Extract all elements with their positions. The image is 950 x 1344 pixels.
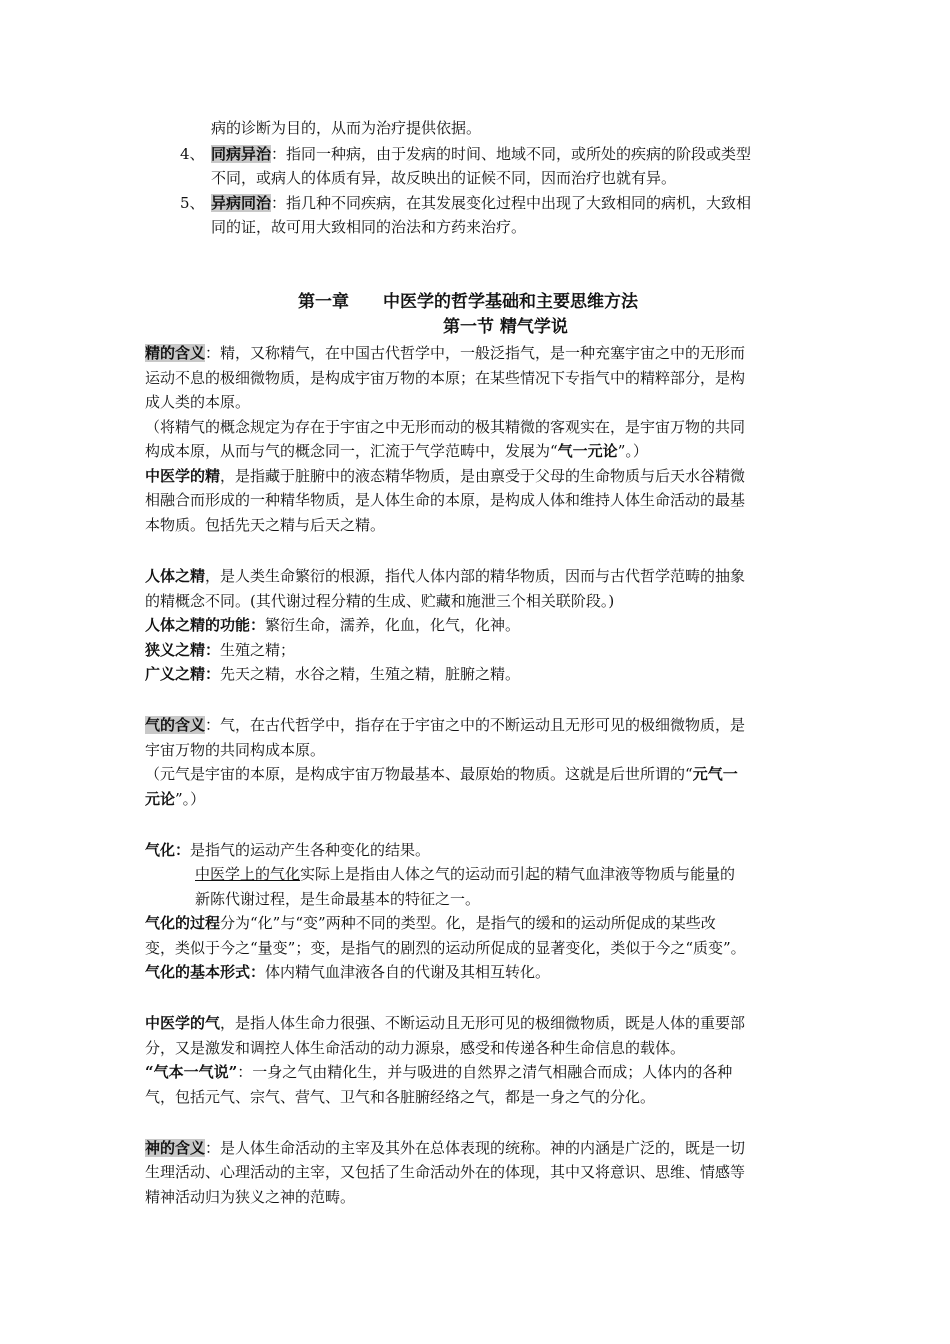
term-bold: 气化的过程 [145,914,221,932]
text-line: 中医学上的气化实际上是指由人体之气的运动而引起的精气血津液等物质与能量的 [195,865,736,883]
term-highlight: 神的含义 [145,1139,206,1157]
text-line: 新陈代谢过程，是生命最基本的特征之一。 [195,890,481,908]
text-line: 气化的基本形式：体内精气血津液各自的代谢及其相互转化。 [145,963,551,981]
text-line: 神的含义：是人体生命活动的主宰及其外在总体表现的统称。神的内涵是广泛的，既是一切 [145,1139,746,1157]
list-number: 5、 [180,194,205,212]
text-line: 人体之精，是人类生命繁衍的根源，指代人体内部的精华物质，因而与古代哲学范畴的抽象 [145,567,746,585]
term-bold: 狭义之精： [145,641,221,659]
text-line: 变，类似于今之“量变”；变，是指气的剧烈的运动所促成的显著变化，类似于今之“质变”。 [145,939,746,957]
text-line: 中医学的精，是指藏于脏腑中的液态精华物质，是由禀受于父母的生命物质与后天水谷精微 [145,467,746,485]
text-line: 构成本原，从而与气的概念同一，汇流于气学范畴中，发展为“气一元论”。） [145,442,648,460]
term-bold: 气化： [145,841,191,859]
term-bold: 广义之精： [145,665,221,683]
text-line: 同的证，故可用大致相同的治法和方药来治疗。 [211,218,527,236]
text-line: 宇宙万物的共同构成本原。 [145,741,326,759]
list-item-4: 同病异治：指同一种病，由于发病的时间、地域不同，或所处的疾病的阶段或类型 [211,145,752,163]
list-number: 4、 [180,145,205,163]
text-line: 病的诊断为目的，从而为治疗提供依据。 [211,119,482,137]
term-bold: 中医学的气 [145,1014,221,1032]
term-underline: 中医学上的气化 [195,865,301,883]
text-line: 中医学的气，是指人体生命力很强、不断运动且无形可见的极细微物质，既是人体的重要部 [145,1014,746,1032]
text-line: 精神活动归为狭义之神的范畴。 [145,1188,356,1206]
text-line: 生理活动、心理活动的主宰，又包括了生命活动外在的体现，其中又将意识、思维、情感等 [145,1163,746,1181]
text-line: 的精概念不同。(其代谢过程分精的生成、贮藏和施泄三个相关联阶段。) [145,592,615,610]
term-highlight: 同病异治 [211,145,272,163]
text-line: 不同，或病人的体质有异，故反映出的证候不同，因而治疗也就有异。 [211,169,677,187]
term-bold: “气本一气说” [145,1063,238,1081]
text-line: （将精气的概念规定为存在于宇宙之中无形而动的极其精微的客观实在，是宇宙万物的共同 [145,418,746,436]
text-line: 运动不息的极细微物质，是构成宇宙万物的本原；在某些情况下专指气中的精粹部分，是构 [145,369,746,387]
term-bold: 人体之精的功能： [145,616,266,634]
term-highlight: 气的含义 [145,716,206,734]
text-line: 气的含义：气，在古代哲学中，指存在于宇宙之中的不断运动且无形可见的极细微物质，是 [145,716,746,734]
text-line: 元论”。） [145,790,206,808]
text-line: 分，又是激发和调控人体生命活动的动力源泉，感受和传递各种生命信息的载体。 [145,1039,686,1057]
term-highlight: 精的含义 [145,344,206,362]
text-line: 成人类的本原。 [145,393,251,411]
text-line: 人体之精的功能：繁衍生命，濡养，化血，化气，化神。 [145,616,521,634]
text-line: 气，包括元气、宗气、营气、卫气和各脏腑经络之气，都是一身之气的分化。 [145,1088,656,1106]
text-line: 精的含义：精，又称精气，在中国古代哲学中，一般泛指气，是一种充塞宇宙之中的无形而 [145,344,746,362]
chapter-title: 第一章 中医学的哲学基础和主要思维方法 [298,292,638,312]
text-line: 气化的过程分为“化”与“变”两种不同的类型。化，是指气的缓和的运动所促成的某些改 [145,914,716,932]
text-line: 相融合而形成的一种精华物质，是人体生命的本原，是构成人体和维持人体生命活动的最基 [145,491,746,509]
text-line: 本物质。包括先天之精与后天之精。 [145,516,386,534]
term-bold: 人体之精 [145,567,206,585]
term-bold: 气化的基本形式： [145,963,266,981]
text-line: “气本一气说”：一身之气由精化生，并与吸进的自然界之清气相融合而成；人体内的各种 [145,1063,733,1081]
text-line: （元气是宇宙的本原，是构成宇宙万物最基本、最原始的物质。这就是后世所谓的“元气一 [145,765,738,783]
term-highlight: 异病同治 [211,194,272,212]
text-line: 狭义之精：生殖之精； [145,641,296,659]
list-item-5: 异病同治：指几种不同疾病，在其发展变化过程中出现了大致相同的病机，大致相 [211,194,752,212]
text-line: 广义之精：先天之精，水谷之精，生殖之精，脏腑之精。 [145,665,521,683]
section-title: 第一节 精气学说 [443,317,568,337]
term-bold: 中医学的精 [145,467,221,485]
text-line: 气化：是指气的运动产生各种变化的结果。 [145,841,431,859]
